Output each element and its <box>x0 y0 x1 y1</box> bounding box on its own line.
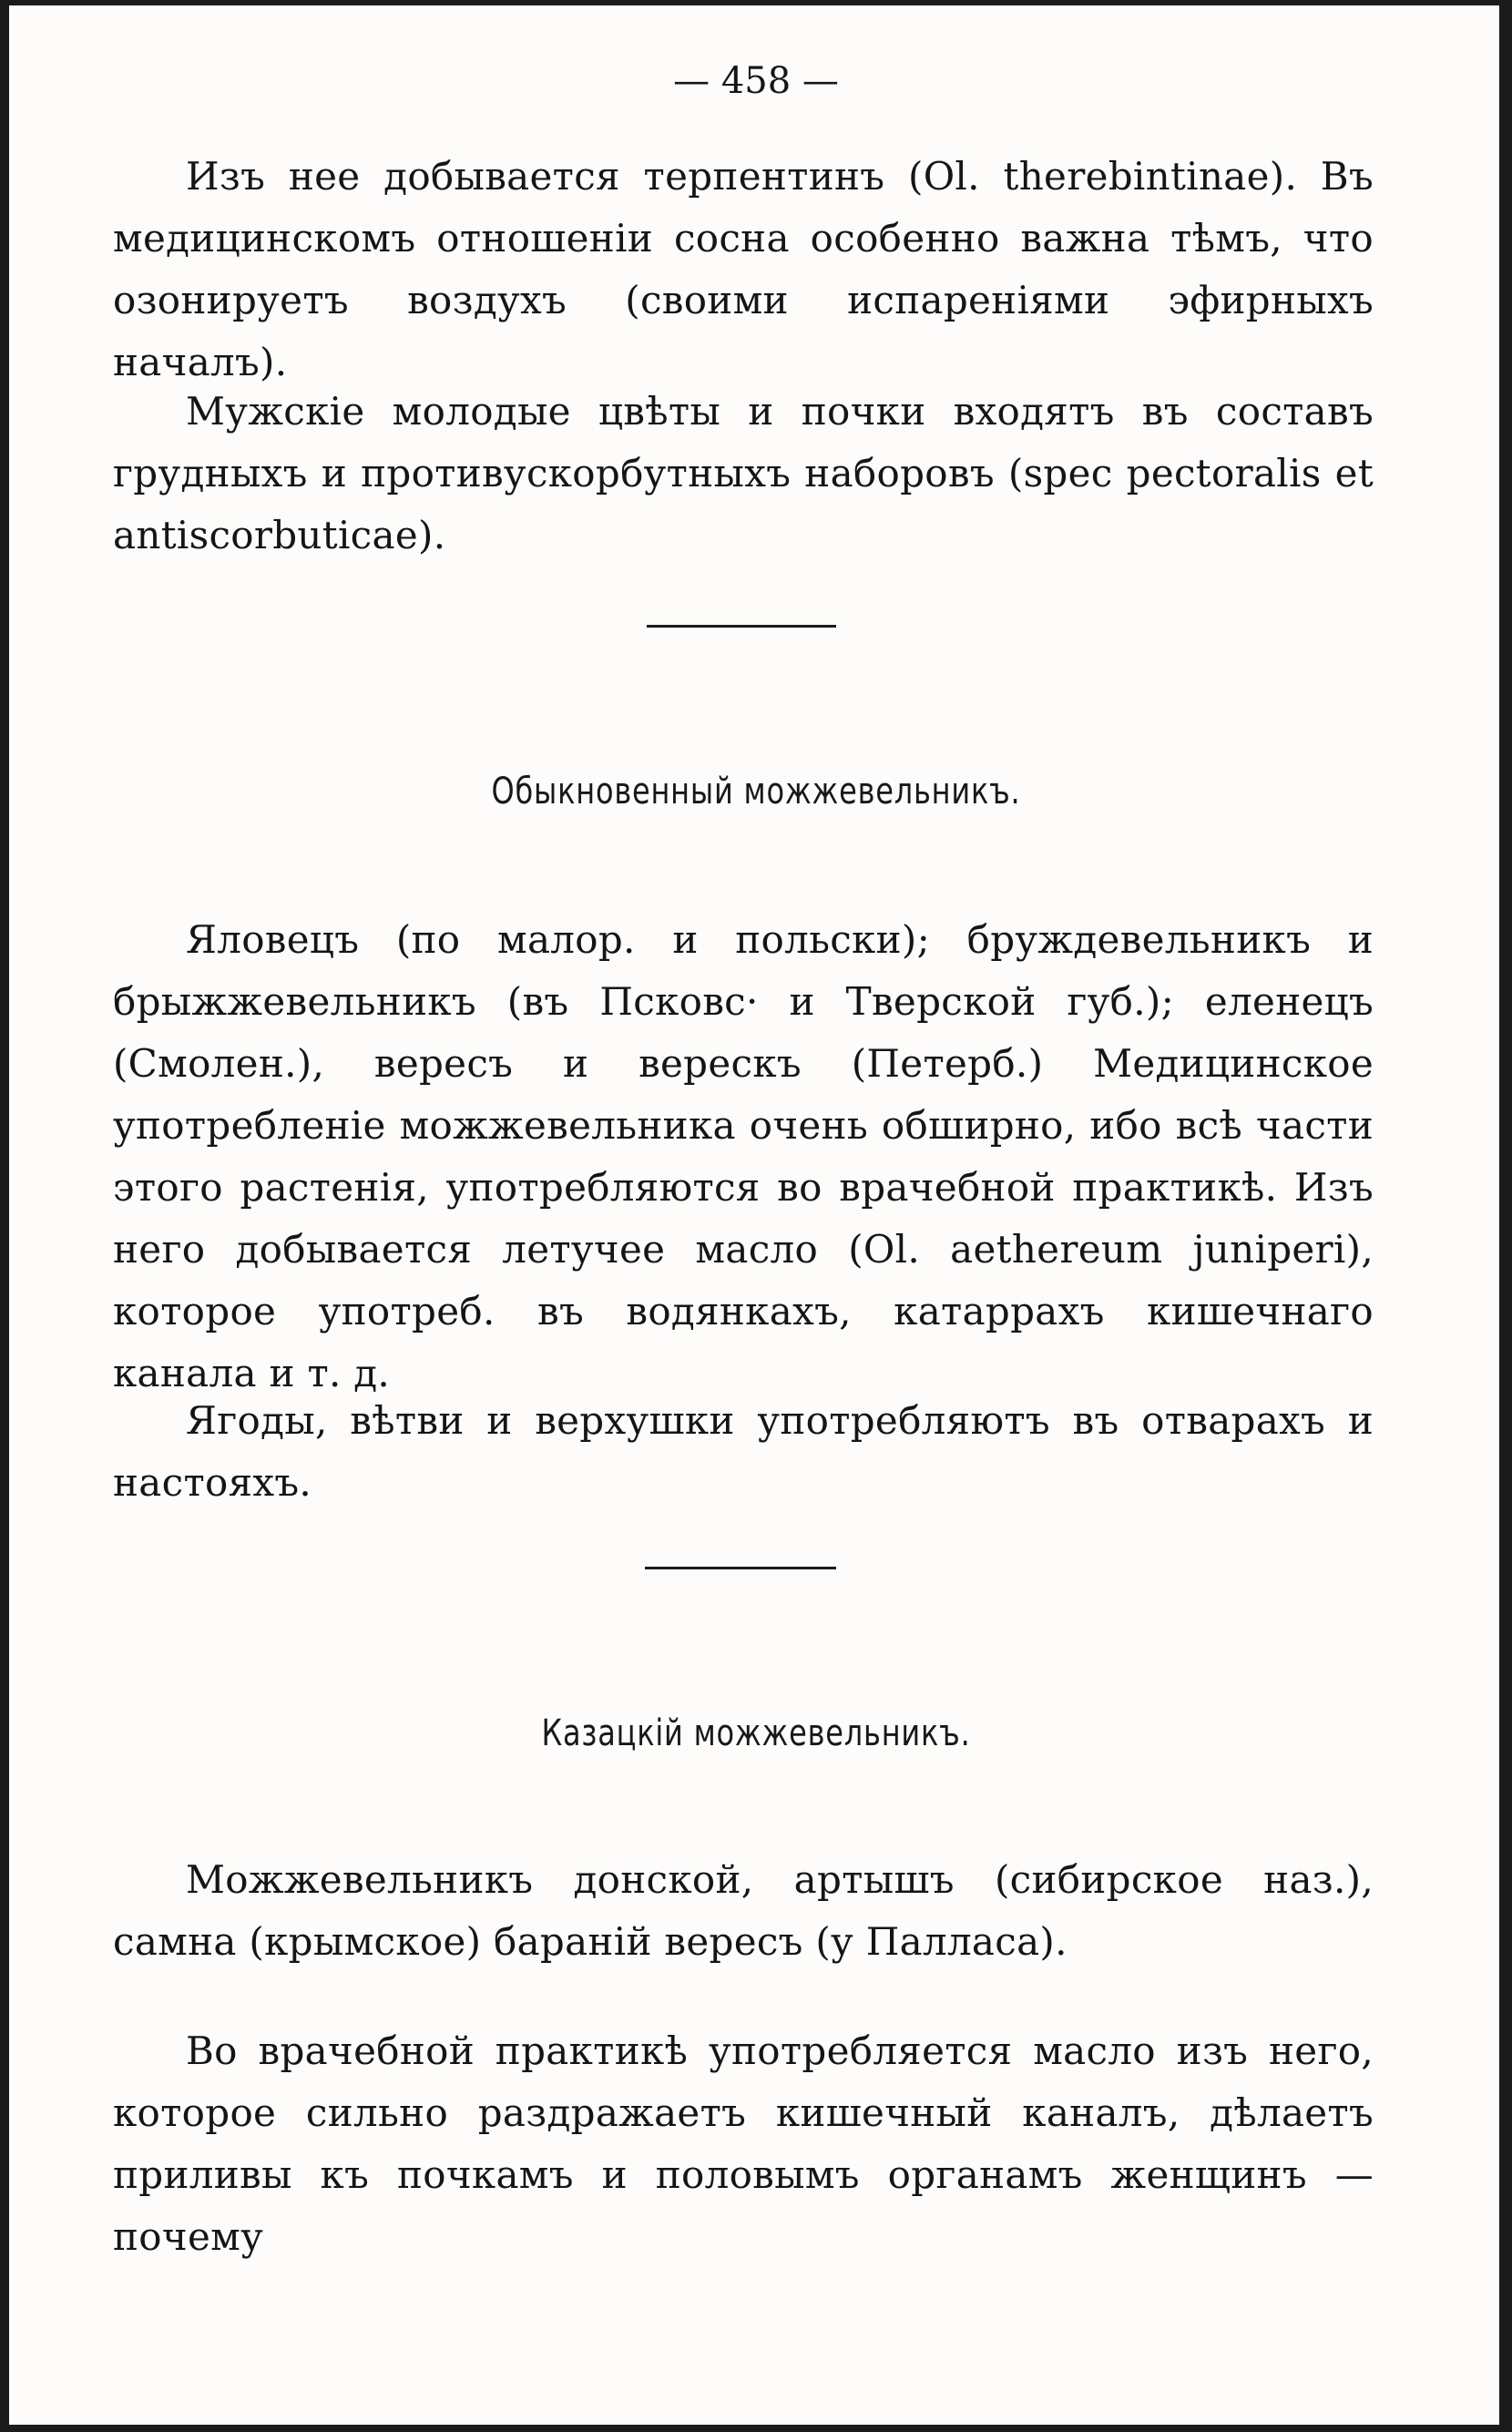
scan-border-bottom <box>0 2425 1512 2432</box>
paragraph-common-juniper: Яловецъ (по малор. и польски); бруждевельникъ и брыжжевельникъ (въ Псковс· и Тверской губ.); еленецъ (Смолен.), вересъ и верескъ (Петерб.) Медицинское употребленіе можжевельника очень обширно, ибо всѣ части этого растенія, употребляются во врачебной практикѣ. Изъ него добывается летучее масло (Ol. aethereum juniperi), которое употреб. въ водянкахъ, катаррахъ кишечнаго канала и т. д. <box>113 917 1374 1395</box>
section-divider-2 <box>645 1567 836 1569</box>
paragraph-male-flowers: Мужскіе молодые цвѣты и почки входятъ въ составъ грудныхъ и противускорбутныхъ наборовъ (spec pectoralis et antiscorbuticae). <box>113 389 1374 557</box>
scan-border-left <box>0 0 9 2432</box>
page-number: — 458 — <box>673 60 839 102</box>
heading-common-juniper: Обыкновенный можжевельникъ. <box>491 771 1021 812</box>
paragraph-cossack-juniper-names: Можжевельникъ донской, артышъ (сибирское наз.), самна (крымское) бараній вересъ (у Палласа). <box>113 1857 1374 1964</box>
scan-border-top <box>0 0 1512 5</box>
paragraph-medical-use: Во врачебной практикѣ употребляется масло изъ него, которое сильно раздражаетъ кишечный каналъ, дѣлаетъ приливы къ почкамъ и половымъ органамъ женщинъ — почему <box>113 2028 1374 2259</box>
scan-border-right <box>1499 0 1512 2432</box>
paragraph-turpentine: Изъ нее добывается терпентинъ (Ol. therebintinae). Въ медицинскомъ отношеніи сосна особенно важна тѣмъ, что озонируетъ воздухъ (своими испареніями эфирныхъ началъ). <box>113 154 1374 384</box>
section-divider-1 <box>647 625 836 628</box>
heading-cossack-juniper: Казацкій можжевельникъ. <box>541 1712 971 1754</box>
paragraph-berries: Ягоды, вѣтви и верхушки употребляютъ въ отварахъ и настояхъ. <box>113 1398 1374 1505</box>
